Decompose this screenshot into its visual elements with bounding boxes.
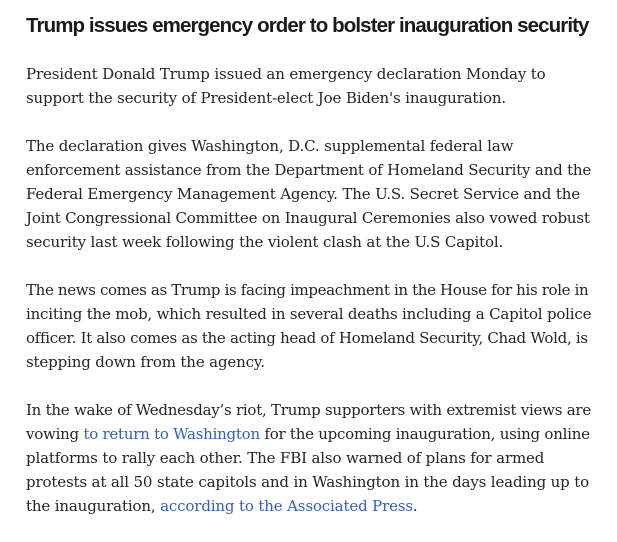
paragraph-line: Federal Emergency Management Agency. The U.S. Secret Service and the (26, 185, 580, 203)
paragraph-3 (26, 278, 591, 374)
paragraph-line: protests at all 50 state capitols and in Washington in the days leading up to (26, 473, 589, 491)
paragraph-line (26, 494, 591, 518)
paragraph-1 (26, 62, 591, 110)
paragraph-line: stepping down from the agency. (26, 353, 265, 371)
paragraph-line (26, 422, 591, 446)
text-segment: for the upcoming inauguration, using online (259, 425, 590, 443)
associated-press-link[interactable]: according to the Associated Press (160, 497, 413, 515)
article-body (26, 62, 591, 518)
news-article (26, 12, 591, 542)
article-headline: Trump issues emergency order to bolster inauguration security (26, 14, 589, 37)
paragraph-4 (26, 398, 591, 518)
text-segment: the inauguration, (26, 497, 161, 515)
paragraph-line: security last week following the violent clash at the U.S Capitol. (26, 233, 504, 251)
paragraph-line: support the security of President-elect Joe Biden's inauguration. (26, 89, 506, 107)
text-segment: . (412, 497, 418, 515)
paragraph-2 (26, 134, 591, 254)
paragraph-line: officer. It also comes as the acting head of Homeland Security, Chad Wold, is (26, 329, 588, 347)
paragraph-line: The news comes as Trump is facing impeachment in the House for his role in (26, 281, 589, 299)
return-to-washington-link[interactable]: to return to Washington (83, 425, 260, 443)
paragraph-line: inciting the mob, which resulted in several deaths including a Capitol police (26, 305, 592, 323)
paragraph-line: The declaration gives Washington, D.C. supplemental federal law (26, 137, 514, 155)
paragraph-line: enforcement assistance from the Department of Homeland Security and the (26, 161, 592, 179)
paragraph-line: President Donald Trump issued an emergency declaration Monday to (26, 65, 546, 83)
text-segment: vowing (26, 425, 84, 443)
paragraph-line: platforms to rally each other. The FBI also warned of plans for armed (26, 449, 545, 467)
paragraph-line: Joint Congressional Committee on Inaugural Ceremonies also vowed robust (26, 209, 590, 227)
paragraph-line: In the wake of Wednesday’s riot, Trump supporters with extremist views are (26, 401, 591, 419)
